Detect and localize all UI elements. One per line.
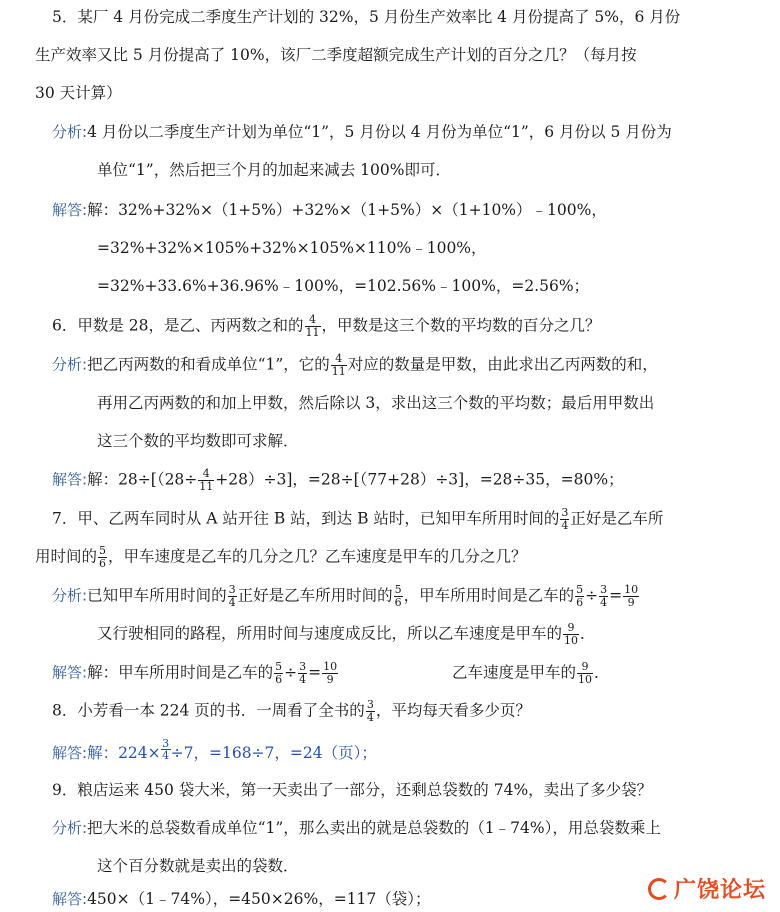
q8-answer xyxy=(52,737,377,764)
fraction-3-4 xyxy=(560,507,569,532)
q6-text-b: ，甲数是这三个数的平均数的百分之几？ xyxy=(321,316,601,335)
q5-line3: 30 天计算） xyxy=(35,84,122,102)
fraction-3-4 xyxy=(366,699,375,724)
answer-tag: 解答: xyxy=(52,201,88,219)
analysis-tag: 分析: xyxy=(52,123,88,141)
q9-analysis xyxy=(52,817,661,839)
q7-analysis-line2 xyxy=(97,622,596,647)
frac-num: 3 xyxy=(561,506,569,519)
frac-num: 5 xyxy=(275,660,283,673)
fraction-10-9 xyxy=(322,661,338,686)
frac-num: 10 xyxy=(323,660,338,673)
answer-tag: 解答: xyxy=(52,470,88,489)
logo-mark-icon xyxy=(648,878,670,900)
frac-num: 9 xyxy=(563,622,579,635)
frac-den: 6 xyxy=(394,596,402,609)
fraction-3-4 xyxy=(599,584,608,609)
frac-num: 5 xyxy=(394,583,402,596)
q7-line1 xyxy=(52,507,663,532)
frac-den: 4 xyxy=(561,519,569,532)
frac-den: 6 xyxy=(99,557,107,570)
fraction-4-11 xyxy=(305,314,321,339)
equals-sign: = xyxy=(308,663,322,682)
frac-den: 9 xyxy=(326,673,334,686)
frac-num: 9 xyxy=(577,661,593,674)
q9-line1: 9．粮店运来 450 袋大米，第一天卖出了一部分，还剩总袋数的 74%，卖出了多少袋？ xyxy=(52,781,653,799)
q7-analysis-d: 又行驶相同的路程，所用时间与速度成反比，所以乙车速度是甲车的 xyxy=(97,624,563,643)
q7-line2 xyxy=(35,545,527,570)
q6-answer-a: 解：28÷[（28÷ xyxy=(87,470,198,489)
q7-analysis-e: ． xyxy=(580,624,596,643)
fraction-5-6 xyxy=(575,584,584,609)
frac-den: 4 xyxy=(299,673,307,686)
q7-text-d: ，甲车速度是乙车的几分之几？乙车速度是甲车的几分之几？ xyxy=(108,547,527,566)
q8-answer-b: ÷7，=168÷7，=24（页）； xyxy=(170,744,377,762)
frac-num: 4 xyxy=(305,314,321,327)
q6-analysis xyxy=(52,353,658,378)
fraction-4-11 xyxy=(198,468,214,493)
q5-answer-line3: =32%+33.6%+36.96%﹣100%，=102.56%﹣100%，=2.56%； xyxy=(97,277,590,295)
logo-text: 广饶论坛 xyxy=(673,878,766,903)
frac-den: 6 xyxy=(275,673,283,686)
frac-den: 9 xyxy=(627,596,635,609)
analysis-tag: 分析: xyxy=(52,819,88,837)
fraction-3-4 xyxy=(228,584,237,609)
q9-answer-text1: 450×（1﹣74%），=450×26%，=117（袋）； xyxy=(87,890,431,908)
q7-analysis xyxy=(52,584,640,609)
q7-answer xyxy=(52,661,339,686)
frac-den: 4 xyxy=(600,596,608,609)
frac-den: 4 xyxy=(162,749,170,762)
q5-analysis xyxy=(52,121,672,143)
frac-den: 11 xyxy=(331,365,346,378)
q7-analysis-b: 正好是乙车所用时间的 xyxy=(237,586,393,605)
q8-text-b: ，平均每天看多少页？ xyxy=(375,701,531,720)
answer-tag: 解答: xyxy=(52,744,88,762)
frac-den: 4 xyxy=(366,711,374,724)
analysis-tag: 分析: xyxy=(52,355,88,374)
q7-analysis-a: 已知甲车所用时间的 xyxy=(87,586,227,605)
frac-num: 3 xyxy=(299,660,307,673)
q6-analysis-line2: 再用乙丙两数的和加上甲数，然后除以 3，求出这三个数的平均数；最后用甲数出 xyxy=(97,394,655,412)
frac-num: 3 xyxy=(600,583,608,596)
q5-answer xyxy=(52,199,607,221)
q5-analysis-text1: 4 月份以二季度生产计划为单位“1”，5 月份以 4 月份为单位“1”，6 月份以 5 月份为 xyxy=(87,123,672,141)
q9-analysis-text1: 把大米的总袋数看成单位“1”，那么卖出的就是总袋数的（1﹣74%），用总袋数乘上 xyxy=(87,819,661,837)
q6-analysis-line3: 这三个数的平均数即可求解． xyxy=(97,432,299,450)
frac-num: 4 xyxy=(198,468,214,481)
frac-num: 10 xyxy=(624,583,639,596)
fraction-5-6 xyxy=(394,584,403,609)
frac-num: 3 xyxy=(228,583,236,596)
divide-sign: ÷ xyxy=(284,663,298,682)
fraction-5-6 xyxy=(98,545,107,570)
q8-answer-a: 解：224× xyxy=(87,744,161,762)
q7-text-a: 7．甲、乙两车同时从 A 站开往 B 站，到达 B 站时，已知甲车所用时间的 xyxy=(52,509,560,528)
q6-answer-b: +28）÷3]，=28÷[（77+28）÷3]，=28÷35，=80%； xyxy=(215,470,624,489)
q5-analysis-line2: 单位“1”，然后把三个月的加起来减去 100%即可． xyxy=(97,161,451,179)
fraction-3-4 xyxy=(298,661,307,686)
q7-answer-part2 xyxy=(452,661,610,686)
fraction-9-10 xyxy=(563,622,579,647)
q9-answer xyxy=(52,888,431,910)
q7-answer-c: ． xyxy=(594,663,610,682)
frac-num: 4 xyxy=(331,353,347,366)
frac-den: 11 xyxy=(305,326,320,339)
frac-num: 5 xyxy=(576,583,584,596)
frac-num: 3 xyxy=(366,698,374,711)
q7-text-b: 正好是乙车所 xyxy=(570,509,664,528)
q6-answer xyxy=(52,468,624,493)
q8-line1 xyxy=(52,699,531,724)
q6-text-a: 6．甲数是 28，是乙、丙两数之和的 xyxy=(52,316,304,335)
q7-answer-a: 解：甲车所用时间是乙车的 xyxy=(87,663,274,682)
equals-sign: = xyxy=(609,586,623,605)
frac-num: 3 xyxy=(162,737,170,750)
q6-analysis-b: 对应的数量是甲数，由此求出乙丙两数的和， xyxy=(347,355,658,374)
q6-analysis-a: 把乙丙两数的和看成单位“1”，它的 xyxy=(87,355,330,374)
q5-line1: 5．某厂 4 月份完成二季度生产计划的 32%，5 月份生产效率比 4 月份提高了 5%，6 月份 xyxy=(52,8,681,26)
site-logo xyxy=(648,873,766,904)
frac-den: 4 xyxy=(228,596,236,609)
frac-den: 10 xyxy=(578,673,593,686)
q5-answer-text1: 解：32%+32%×（1+5%）+32%×（1+5%）×（1+10%）﹣100%， xyxy=(87,201,607,219)
frac-den: 10 xyxy=(564,634,579,647)
fraction-4-11 xyxy=(331,353,347,378)
q6-line1 xyxy=(52,314,601,339)
answer-tag: 解答: xyxy=(52,890,88,908)
fraction-10-9 xyxy=(623,584,639,609)
q7-analysis-c: ，甲车所用时间是乙车的 xyxy=(403,586,575,605)
divide-sign: ÷ xyxy=(585,586,599,605)
frac-num: 5 xyxy=(99,544,107,557)
fraction-5-6 xyxy=(274,661,283,686)
fraction-9-10 xyxy=(577,661,593,686)
frac-den: 6 xyxy=(576,596,584,609)
q5-line2: 生产效率又比 5 月份提高了 10%，该厂二季度超额完成生产计划的百分之几？（每月按 xyxy=(35,46,637,64)
q5-answer-line2: =32%+32%×105%+32%×105%×110%﹣100%， xyxy=(97,239,487,257)
q9-analysis-line2: 这个百分数就是卖出的袋数． xyxy=(97,857,299,875)
frac-den: 11 xyxy=(199,480,214,493)
q8-text-a: 8．小芳看一本 224 页的书．一周看了全书的 xyxy=(52,701,365,720)
answer-tag: 解答: xyxy=(52,663,88,682)
q7-text-c: 用时间的 xyxy=(35,547,98,566)
analysis-tag: 分析: xyxy=(52,586,88,605)
q7-answer-b: 乙车速度是甲车的 xyxy=(452,663,577,682)
